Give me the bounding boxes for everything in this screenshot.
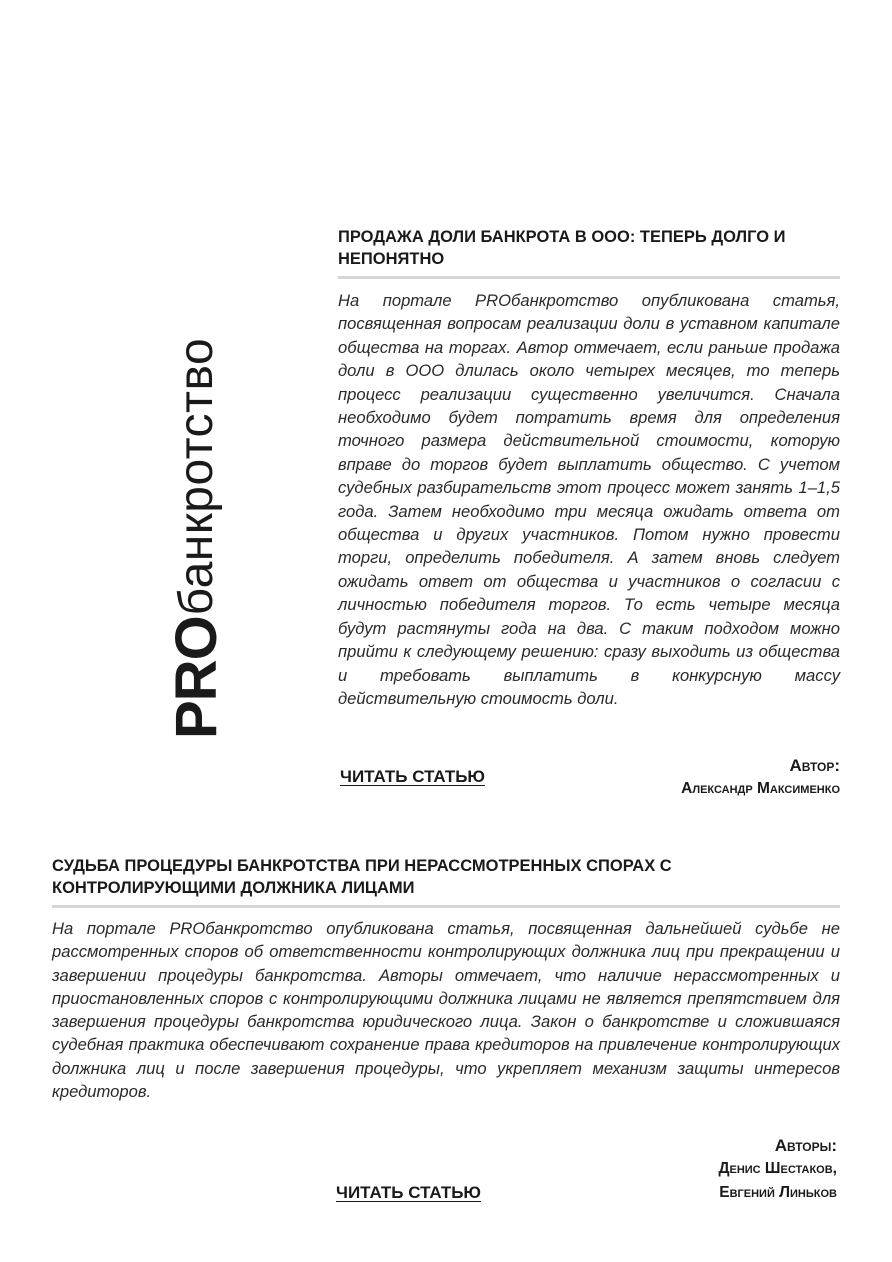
article-1: [338, 226, 840, 710]
article-1-title: ПРОДАЖА ДОЛИ БАНКРОТА В ООО: ТЕПЕРЬ ДОЛГО И НЕПОНЯТНО: [338, 228, 786, 268]
article-2-read-link[interactable]: ЧИТАТЬ СТАТЬЮ: [336, 1183, 481, 1202]
probankrotstvo-logo: [166, 297, 228, 739]
article-2-divider: [52, 905, 840, 908]
logo-word-text: банкротство: [170, 337, 223, 616]
article-2-body: На портале PROбанкротство опубликована статья, посвященная дальнейшей судьбе не рассмотренных споров об ответственности контролирующих должника лиц при прекращении и завершении процедуры банкротства. Авторы отмечает, что наличие нерассмотренных и приостановленных споров с контролирующими должника лицами не является препятствием для завершения процедуры банкротства юридического лица. Закон о банкротстве и сложившаяся судебная практика обеспечивают сохранение права кредиторов на привлечение контролирующих должника лиц и после завершения процедуры, что укрепляет механизм защиты интересов кредиторов.: [52, 919, 840, 1102]
article-2-author-name-1: Денис Шестаков,: [718, 1160, 837, 1177]
article-2-author-block: [718, 1135, 837, 1205]
article-2-author-label: Авторы:: [774, 1136, 837, 1155]
article-1-author-label: Автор:: [789, 756, 840, 775]
article-1-author-name: Александр Максименко: [681, 780, 840, 797]
article-1-author-block: [681, 755, 840, 801]
article-1-read-link[interactable]: ЧИТАТЬ СТАТЬЮ: [340, 767, 485, 786]
article-2-title: СУДЬБА ПРОЦЕДУРЫ БАНКРОТСТВА ПРИ НЕРАССМОТРЕННЫХ СПОРАХ С КОНТРОЛИРУЮЩИМИ ДОЛЖНИКА ЛИЦАМИ: [52, 857, 672, 897]
article-2-author-name-2: Евгений Линьков: [719, 1184, 837, 1201]
article-1-divider: [338, 276, 840, 279]
logo-pro-text: PRO: [164, 616, 229, 739]
article-2: [52, 855, 840, 1103]
article-1-body: На портале PROбанкротство опубликована статья, посвященная вопросам реализации доли в уставном капитале общества на торгах. Автор отмечает, если раньше продажа доли в ООО длилась около четырех месяцев, то теперь процесс реализации существенно увеличится. Сначала необходимо будет потратить время для определения точного размера действительной стоимости, которую вправе до торгов будет выплатить общество. С учетом судебных разбирательств этот процесс может занять 1–1,5 года. Затем необходимо три месяца ожидать ответа от общества и других участников. Потом нужно провести торги, определить победителя. А затем вновь следует ожидать ответ от общества и участников о согласии с личностью победителя торгов. То есть четыре месяца будут растянуты года на два. С таким подходом можно прийти к следующему решению: сразу выходить из общества и требовать выплатить в конкурсную массу действительную стоимость доли.: [338, 291, 840, 708]
